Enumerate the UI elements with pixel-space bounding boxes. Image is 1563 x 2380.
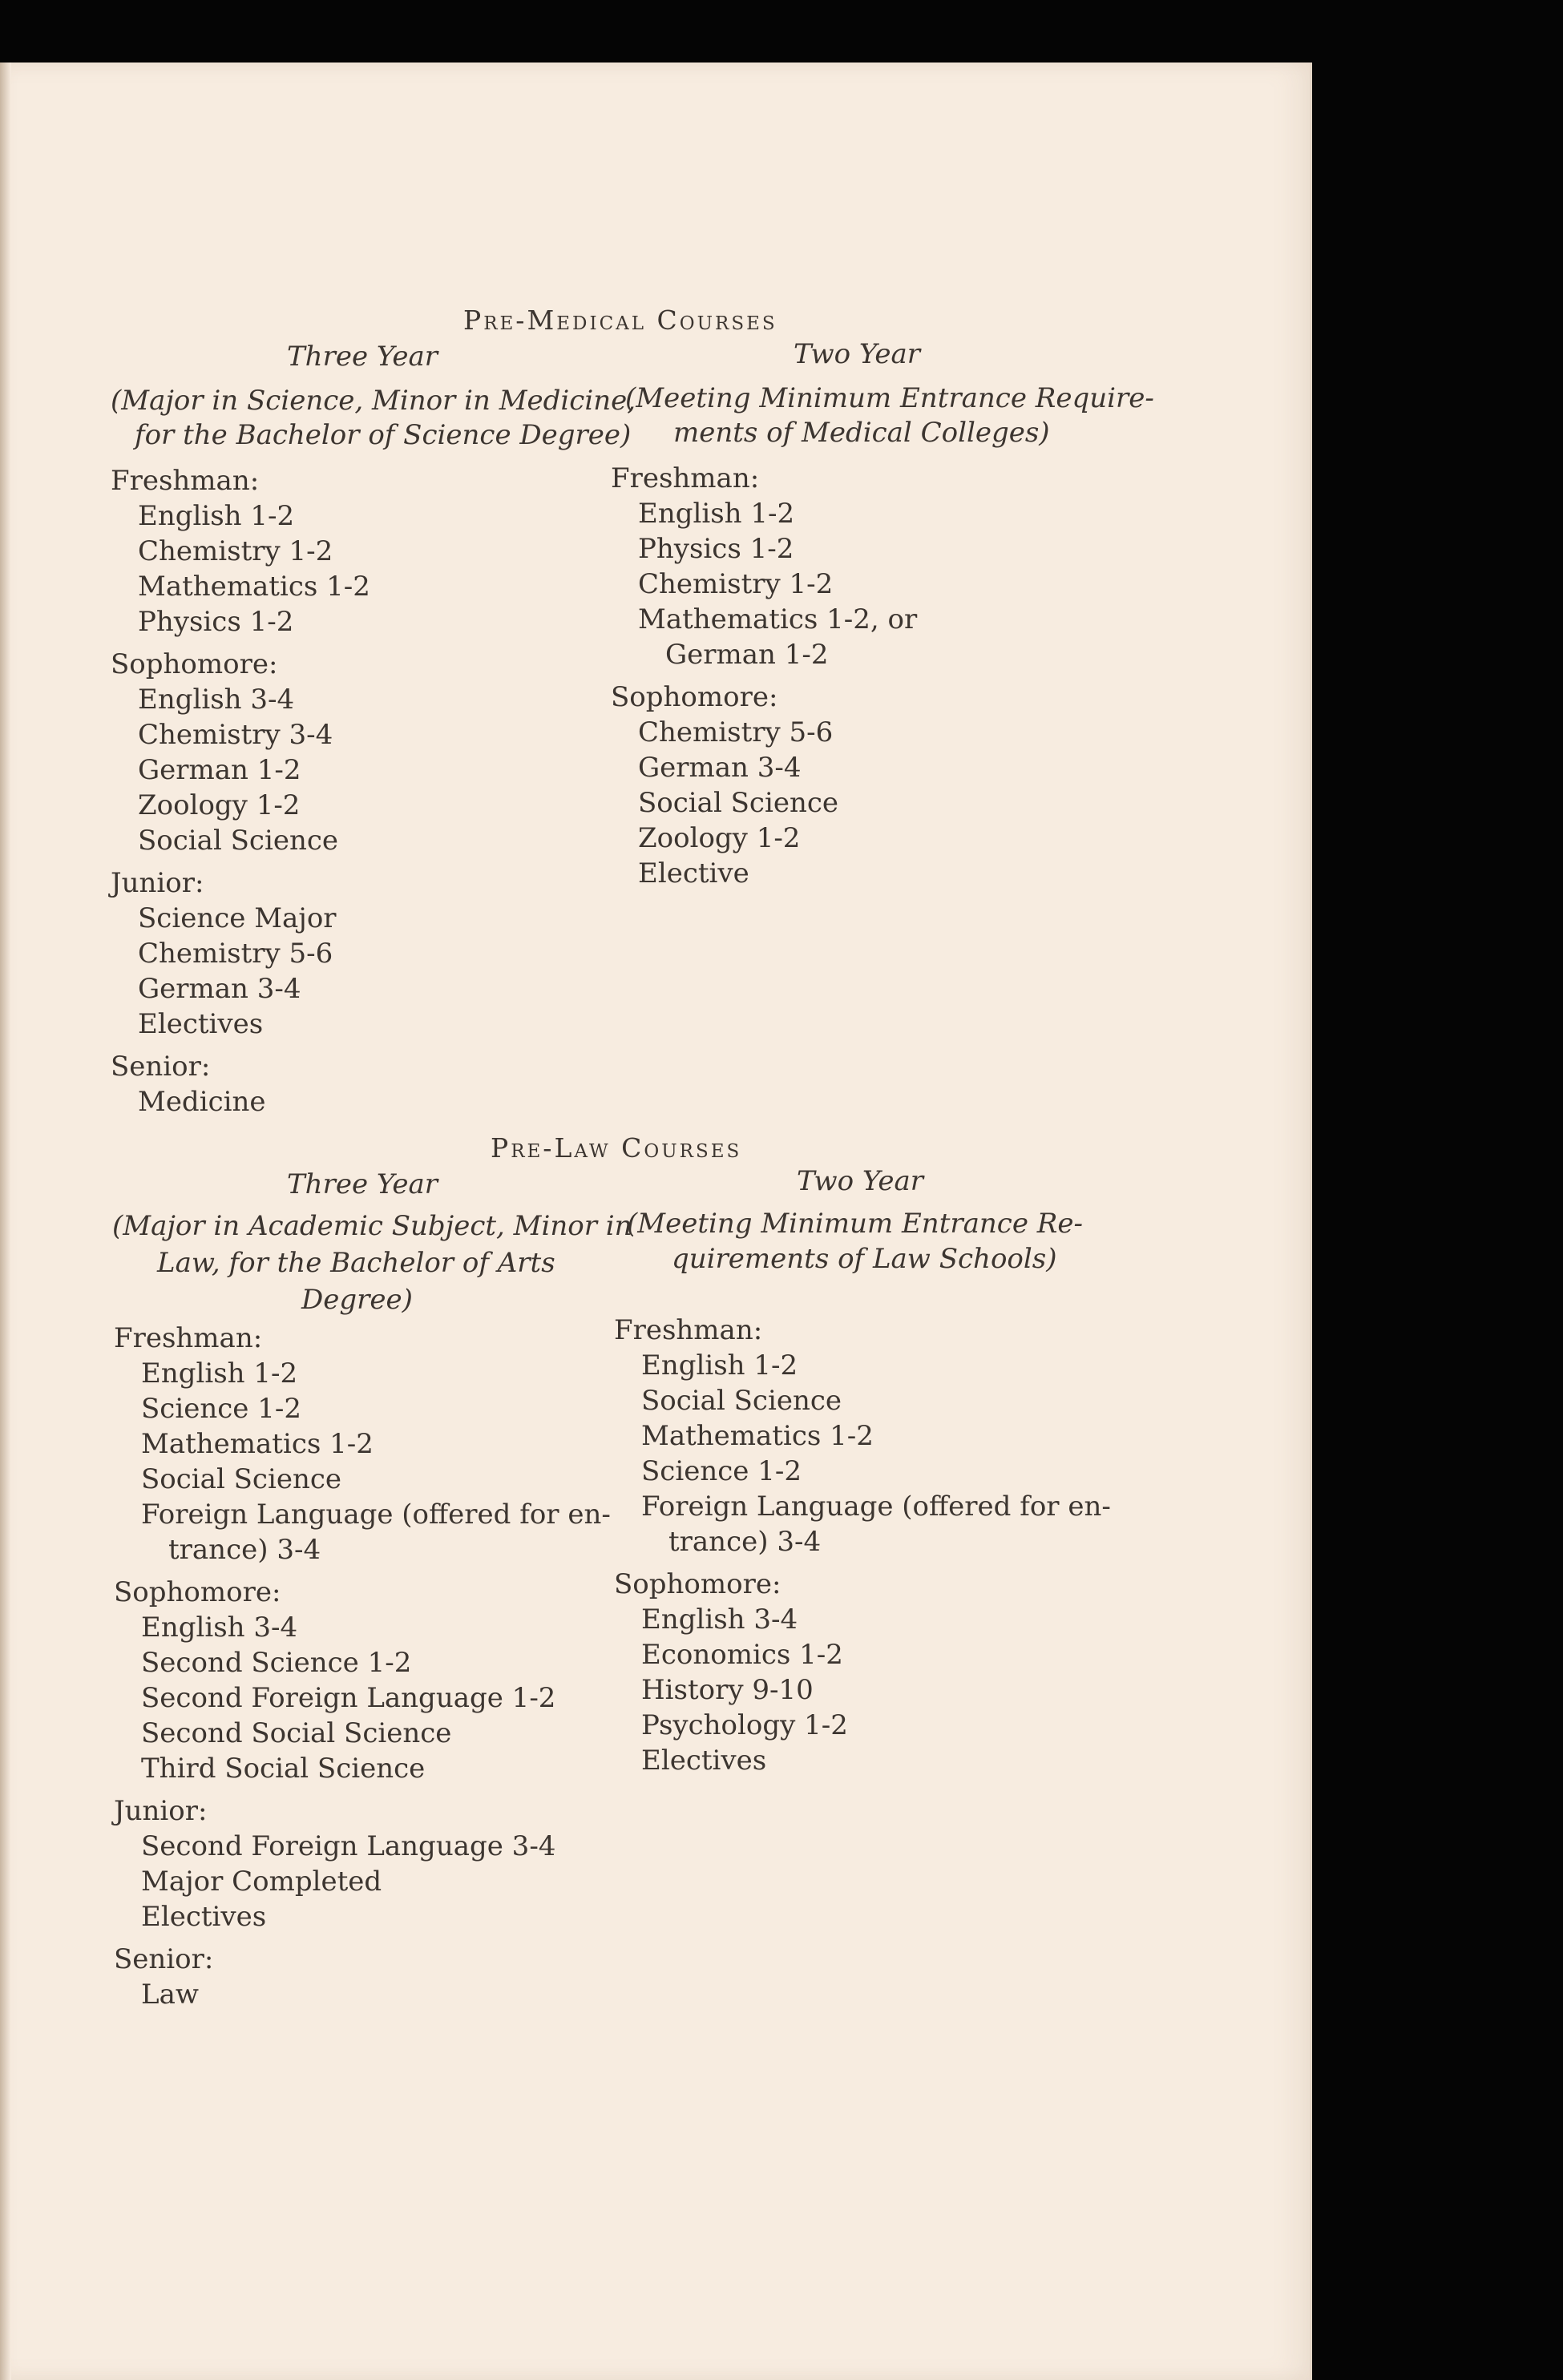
course-item: German 3-4 (138, 973, 301, 1005)
pre-law-three-year-subtitle: (Major in Academic Subject, Minor in (112, 1210, 632, 1242)
year-label: Sophomore: (111, 648, 278, 680)
year-label: Sophomore: (114, 1576, 281, 1608)
pre-law-two-year-subtitle: quirements of Law Schools) (672, 1243, 1057, 1275)
year-label: Freshman: (114, 1322, 263, 1354)
year-label: Senior: (111, 1051, 211, 1083)
course-item: Science Major (138, 902, 337, 934)
pre-medical-three-year-subtitle: for the Bachelor of Science Degree) (135, 419, 632, 451)
year-label: Freshman: (111, 465, 260, 497)
course-item: Chemistry 5-6 (638, 716, 834, 748)
course-item: trance) 3-4 (168, 1534, 321, 1566)
course-item: Chemistry 5-6 (138, 938, 333, 970)
year-label: Sophomore: (614, 1568, 782, 1600)
course-item: Social Science (138, 825, 339, 857)
course-item: Electives (641, 1745, 767, 1777)
course-item: Zoology 1-2 (138, 789, 301, 821)
pre-medical-three-year-list (111, 463, 370, 1119)
pre-law-heading: Pre-Law Courses (491, 1132, 742, 1164)
course-item: Major Completed (141, 1866, 382, 1898)
page-gutter (0, 63, 11, 2380)
pre-medical-heading: Pre-Medical Courses (463, 305, 777, 336)
year-label: Freshman: (614, 1314, 763, 1346)
pre-medical-three-year-title: Three Year (287, 341, 438, 373)
year-label: Senior: (114, 1943, 214, 1975)
course-item: English 1-2 (138, 500, 295, 532)
course-item: Zoology 1-2 (638, 822, 801, 854)
course-item: Mathematics 1-2 (641, 1420, 874, 1452)
course-item: Foreign Language (offered for en- (141, 1499, 611, 1531)
course-item: Third Social Science (141, 1753, 426, 1785)
pre-law-two-year-list (614, 1313, 1111, 1778)
course-item: English 3-4 (141, 1612, 298, 1644)
course-item: German 3-4 (638, 752, 802, 784)
course-item: German 1-2 (665, 639, 829, 671)
pre-medical-two-year-subtitle: (Meeting Minimum Entrance Require- (625, 382, 1154, 414)
course-item: Medicine (138, 1086, 266, 1118)
course-item: Mathematics 1-2 (138, 571, 370, 603)
course-item: Elective (638, 857, 749, 889)
course-item: Law (141, 1979, 199, 2011)
pre-medical-three-year-subtitle: (Major in Science, Minor in Medicine, (111, 385, 636, 417)
course-item: Mathematics 1-2, or (638, 603, 918, 635)
pre-medical-two-year-list (611, 461, 917, 891)
year-label: Junior: (111, 867, 204, 899)
course-item: English 1-2 (638, 498, 795, 530)
pre-law-three-year-list (114, 1321, 611, 2012)
pre-law-three-year-title: Three Year (287, 1168, 438, 1200)
course-item: Psychology 1-2 (641, 1709, 848, 1741)
course-item: Science 1-2 (641, 1455, 802, 1487)
course-item: Economics 1-2 (641, 1639, 843, 1671)
course-item: Second Foreign Language 1-2 (141, 1682, 556, 1714)
course-item: Chemistry 1-2 (638, 568, 834, 600)
course-item: English 1-2 (141, 1357, 298, 1390)
course-item: trance) 3-4 (668, 1526, 822, 1558)
pre-law-three-year-subtitle: Law, for the Bachelor of Arts (157, 1247, 555, 1279)
course-item: Physics 1-2 (138, 606, 294, 638)
course-item: Second Science 1-2 (141, 1647, 412, 1679)
course-item: Chemistry 3-4 (138, 719, 333, 751)
course-item: History 9-10 (641, 1674, 814, 1706)
course-item: English 3-4 (138, 684, 295, 716)
year-label: Sophomore: (611, 681, 778, 713)
course-item: German 1-2 (138, 754, 301, 786)
course-item: English 3-4 (641, 1603, 798, 1636)
pre-medical-two-year-subtitle: ments of Medical Colleges) (673, 417, 1050, 449)
course-item: English 1-2 (641, 1349, 798, 1382)
course-item: Physics 1-2 (638, 533, 794, 565)
course-item: Electives (138, 1008, 264, 1040)
course-item: Chemistry 1-2 (138, 535, 333, 567)
pre-law-three-year-subtitle: Degree) (301, 1284, 413, 1316)
year-label: Freshman: (611, 462, 760, 494)
course-item: Mathematics 1-2 (141, 1428, 374, 1460)
course-item: Social Science (641, 1385, 842, 1417)
course-item: Social Science (638, 787, 839, 819)
course-item: Science 1-2 (141, 1393, 301, 1425)
course-item: Second Foreign Language 3-4 (141, 1830, 556, 1862)
course-item: Electives (141, 1901, 267, 1933)
pre-medical-two-year-title: Two Year (794, 338, 920, 370)
year-label: Junior: (114, 1795, 208, 1827)
course-item: Second Social Science (141, 1717, 452, 1749)
pre-law-two-year-title: Two Year (797, 1165, 923, 1197)
pre-law-two-year-subtitle: (Meeting Minimum Entrance Re- (627, 1208, 1083, 1240)
course-item: Social Science (141, 1463, 342, 1495)
course-item: Foreign Language (offered for en- (641, 1491, 1111, 1523)
